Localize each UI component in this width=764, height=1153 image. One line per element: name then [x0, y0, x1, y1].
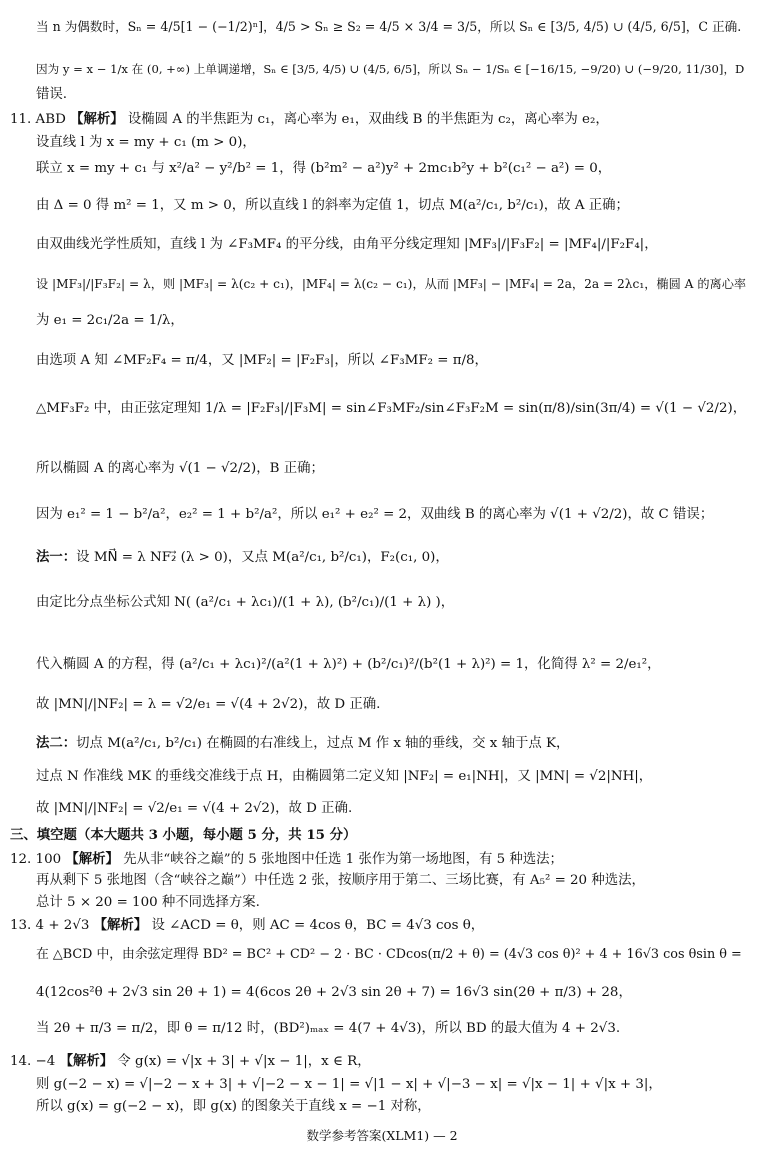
question-11-line: [10, 110, 609, 129]
text-line: 过点 N 作准线 MK 的垂线交准线于点 H，由椭圆第二定义知 |NF₂| = e₁|NH|，又 |MN| = √2|NH|，: [36, 769, 653, 784]
text-line: 代入椭圆 A 的方程，得 (a²/c₁ + λc₁)²/(a²(1 + λ)²) + (b²/c₁)²/(b²(1 + λ)²) = 1，化简得 λ² = 2/e₁²，: [36, 657, 661, 672]
method-tag: 法一：: [36, 549, 77, 565]
section-heading: 三、填空题（本大题共 3 小题，每小题 5 分，共 15 分）: [10, 827, 357, 843]
text-line: 由 Δ = 0 得 m² = 1，又 m > 0，所以直线 l 的斜率为定值 1，切点 M(a²/c₁, b²/c₁)，故 A 正确；: [36, 198, 629, 213]
text-line: 为 e₁ = 2c₁/2a = 1/λ，: [36, 313, 184, 328]
text-line: 在 △BCD 中，由余弦定理得 BD² = BC² + CD² − 2 · BC · CDcos(π/2 + θ) = (4√3 cos θ)² + 4 + 16√3 cos θsin θ =: [36, 947, 742, 962]
method-two-line: [36, 734, 746, 753]
page-footer: 数学参考答案(XLM1) — 2: [306, 1128, 458, 1143]
text-line: 故 |MN|/|NF₂| = √2/e₁ = √(4 + 2√2)，故 D 正确.: [36, 801, 353, 816]
text-line: 再从剩下 5 张地图（含“峡谷之巅”）中任选 2 张，按顺序用于第二、三场比赛，有 A₅² = 20 种选法，: [36, 873, 645, 888]
text-line: 故 |MN|/|NF₂| = λ = √2/e₁ = √(4 + 2√2)，故 D 正确.: [36, 697, 381, 712]
text-line: 令 g(x) = √|x + 3| + √|x − 1|，x ∈ R，: [117, 1054, 371, 1069]
analysis-tag: 【解析】: [93, 917, 148, 933]
question-number: 13. 4 + 2√3: [10, 918, 90, 933]
text-line: 因为 e₁² = 1 − b²/a²，e₂² = 1 + b²/a²，所以 e₁² + e₂² = 2，双曲线 B 的离心率为 √(1 + √2/2)，故 C 错误；: [36, 507, 714, 522]
text-line: 当 n 为偶数时，Sₙ = 4/5[1 − (−1/2)ⁿ]，4/5 > Sₙ ≥ S₂ = 4/5 × 3/4 = 3/5，所以 Sₙ ∈ [3/5, 4/5) ∪ (4/5, 6/5]，C 正确.: [36, 19, 742, 34]
text-line: 设直线 l 为 x = my + c₁ (m > 0)，: [36, 135, 256, 150]
text-line: 当 2θ + π/3 = π/2，即 θ = π/12 时，(BD²)ₘₐₓ = 4(7 + 4√3)，所以 BD 的最大值为 4 + 2√3.: [36, 1021, 621, 1036]
text-line: 则 g(−2 − x) = √|−2 − x + 3| + √|−2 − x − 1| = √|1 − x| + √|−3 − x| = √|x − 1| + √|x + 3|，: [36, 1077, 662, 1092]
question-12-line: [10, 850, 563, 869]
text-line: 设 ∠ACD = θ，则 AC = 4cos θ，BC = 4√3 cos θ，: [151, 918, 485, 933]
text-line: 切点 M(a²/c₁, b²/c₁) 在椭圆的右准线上，过点 M 作 x 轴的垂线，交 x 轴于点 K，: [76, 736, 570, 751]
question-number: 11. ABD: [10, 112, 66, 127]
question-14-line: [10, 1052, 371, 1071]
question-13-line: [10, 916, 484, 935]
analysis-tag: 【解析】: [65, 851, 119, 867]
text-line: 4(12cos²θ + 2√3 sin 2θ + 1) = 4(6cos 2θ + 2√3 sin 2θ + 7) = 16√3 sin(2θ + π/3) + 28，: [36, 985, 632, 1000]
text-line: 联立 x = my + c₁ 与 x²/a² − y²/b² = 1，得 (b²m² − a²)y² + 2mc₁b²y + b²(c₁² − a²) = 0，: [36, 161, 612, 176]
question-number: 14. −4: [10, 1054, 56, 1069]
text-line: △MF₃F₂ 中，由正弦定理知 1/λ = |F₂F₃|/|F₃M| = sin∠F₃MF₂/sin∠F₃F₂M = sin(π/8)/sin(3π/4) = √(1 − √2/2)，: [36, 401, 747, 416]
method-one-line: [36, 548, 746, 567]
text-line: 设 |MF₃|/|F₃F₂| = λ，则 |MF₃| = λ(c₂ + c₁)，|MF₄| = λ(c₂ − c₁)，从而 |MF₃| − |MF₄| = 2a，2a = 2λc₁，椭圆 A 的离心率: [36, 277, 747, 291]
text-line: 因为 y = x − 1/x 在 (0, +∞) 上单调递增，Sₙ ∈ [3/5, 4/5) ∪ (4/5, 6/5]，所以 Sₙ − 1/Sₙ ∈ [−16/15, −9/20) ∪ (−9/20, 11/30]，D: [36, 62, 745, 76]
text-line: 先从非“峡谷之巅”的 5 张地图中任选 1 张作为第一场地图，有 5 种选法；: [123, 852, 563, 867]
text-line: 所以 g(x) = g(−2 − x)，即 g(x) 的图象关于直线 x = −1 对称，: [36, 1099, 431, 1114]
analysis-tag: 【解析】: [70, 111, 124, 127]
analysis-tag: 【解析】: [59, 1053, 114, 1069]
text-line: 总计 5 × 20 = 100 种不同选择方案.: [36, 895, 260, 910]
text-line: 错误.: [36, 87, 68, 102]
text-line: 由双曲线光学性质知，直线 l 为 ∠F₃MF₄ 的平分线，由角平分线定理知 |MF₃|/|F₃F₂| = |MF₄|/|F₂F₄|，: [36, 237, 658, 252]
text-line: 设椭圆 A 的半焦距为 c₁，离心率为 e₁，双曲线 B 的半焦距为 c₂，离心率为 e₂，: [127, 112, 609, 127]
method-tag: 法二：: [36, 735, 77, 751]
question-number: 12. 100: [10, 852, 62, 867]
text-line: 由定比分点坐标公式知 N( (a²/c₁ + λc₁)/(1 + λ), (b²/c₁)/(1 + λ) )，: [36, 595, 455, 610]
text-line: 由选项 A 知 ∠MF₂F₄ = π/4，又 |MF₂| = |F₂F₃|，所以 ∠F₃MF₂ = π/8，: [36, 353, 488, 368]
text-line: 设 MN⃗ = λ NF₂⃗ (λ > 0)，又点 M(a²/c₁, b²/c₁)，F₂(c₁, 0)，: [76, 550, 449, 565]
text-line: 所以椭圆 A 的离心率为 √(1 − √2/2)，B 正确；: [36, 461, 324, 476]
